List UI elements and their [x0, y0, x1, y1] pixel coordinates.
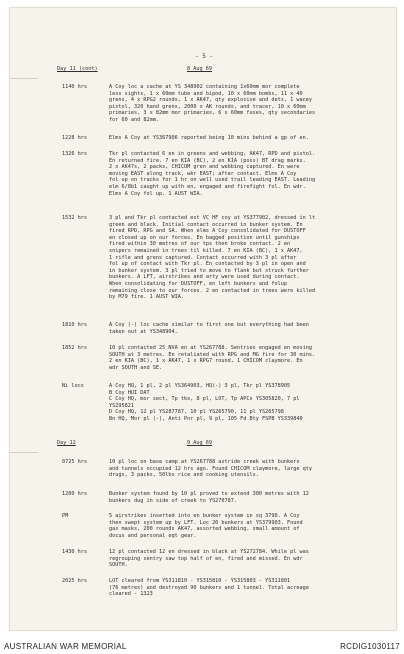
day-label: Day 11 (cont) [57, 66, 98, 72]
entry-time: 0725 hrs [62, 459, 87, 465]
archive-name: AUSTRALIAN WAR MEMORIAL [4, 642, 127, 651]
entry-text: 3 pl and Tkr pl contacted est VC HF coy at YS377902, dressed in lt green and black. Initial contact occurred in bunker system. En fired RPD, RPG and SA. When elms A Coy consolidated for DUSTOFF en closed up on our forces. En bagged position until gunships fired within 30 metres of our tps then broke contact. 2 en snipers remained in trees til killed. 7 en KIA (BC), 1 x AK47, 1 rifle and grens captured. Contact occurred with 3 pl after fol up of contact with Tkr pl. En contacted by 3 pl in open and in bunker system. 3 pl tried to move to flank but struck further bunkers. A LFT, airstrikes and arty were used during contact. When consolidating for DUSTOFF, en left bunkers and folup remaining close to our forces. 2 en contacted in trees were killed by M79 fire. 1 AUST WIA. [109, 215, 316, 301]
entry-text: 12 pl contacted 12 en dressed in black at YS272784. While pl was regrouping sentry saw top half of en, fired and missed. En wdr SOUTH. [109, 549, 309, 569]
entry-text: 10 pl contacted 25 NVA en at YS267788. Sentries engaged en moving SOUTH at 3 metres. En retaliated with RPG and MG fire for 30 mins. 2 en KIA (BC), 1 x AK47, 1 x RPG7 round, 1 CHICOM claymore. En wdr SOUTH and SE. [109, 345, 316, 371]
entry-time: 2025 hrs [62, 578, 87, 584]
entry-text: 5 airstrikes inserted into en bunker system in sq 3790. A Coy then swept system up by LFT. Loc 20 bunkers at YS379903. Found gas masks, 200 rounds AK47, assorted webbing, small amount of docus and personal eqt gear. [109, 513, 303, 539]
entry-time: 1326 hrs [62, 151, 87, 157]
entry-time: Ni locs [62, 383, 84, 389]
entry-text: Bunker system found by 10 pl proved to extend 300 metres with 12 bunkers dug in side of creek to YS270787. [109, 491, 309, 504]
entry-time: 1200 hrs [62, 491, 87, 497]
entry-text: Tkr pl contacted 6 en in greens and webbing, AK47, RPD and pistol. En returned fire. 7 en KIA (BC), 2 en KIA (poss) BT drag marks. 2 x AK47s, 2 packs, CHICOM gren and webbing captured. En were moving EAST along track, wkr EAST; after contact. Elms A Coy fol up on tracks for 1 hr on well used trail leading EAST. Leading elm 6/8b1 caught up with en, engaged and firefight fol. En wdr. Elms A Coy fol up. 1 AUST WIA. [109, 151, 316, 197]
entry-text: LOT cleared from YS311810 - YS315810 - YS315803 - YS311801 (76 metres) and destroyed 90 bunkers and 1 tunnel. Total acreage cleared - 1323 [109, 578, 309, 598]
entry-text: A Coy HQ, 1 pl, 2 pl YS364903, HQ(-) 3 pl, Tkr pl YS378905 B Coy HUI DAT C Coy HQ, mor sect, Tp tks, 8 pl, LOT, Tp APCs YS305820, 7 pl YS295821 D Coy HQ, 12 pl YS287787, 10 pl YS265790, 11 pl YS265798 Bn HQ, Mor pl (-), Anti Pnr pl, 9 pl, 105 Fd Bty FSPB YS339840 [109, 383, 303, 422]
entry-time: 1852 hrs [62, 345, 87, 351]
margin-rule [10, 78, 38, 79]
page-number: - 5 - [195, 53, 214, 60]
day-label: Day 12 [57, 440, 76, 446]
entry-time: 1228 hrs [62, 135, 87, 141]
entry-time: 1532 hrs [62, 215, 87, 221]
archive-footer [0, 634, 404, 654]
entry-text: A Coy (-) loc cache similar to first one but everything had been taken out at YS348904. [109, 322, 309, 335]
day-date: 9 Aug 69 [187, 440, 212, 446]
record-id: RCDIG1030117 [340, 642, 400, 651]
entry-text: A Coy loc a cache at YS 348902 containing 1x60mm mor complete less sights, 1 x 60mm tube and bipod, 10 x 60mm bombs, 11 x 40 grens, 4 x RPG2 rounds, 1 x AK47, qty explosive and dets, 1 wacey pistol, 320 hand grens, 2000 x AK rounds, and tracer, 10 x 60mm primaries, 3 x 82mm mor primaries, 6 x 60mm fuses, qty secondaries for 60 and 82mm. [109, 84, 316, 123]
entry-text: 10 pl loc on base camp at YS267788 astride creek with bunkers and tunnels occupied 12 hrs ago. Found CHICOM claymore, large qty drugs, 3 packs, 50lbs rice and cooking utensils. [109, 459, 313, 479]
document-page [9, 7, 397, 631]
day-date: 8 Aug 69 [187, 66, 212, 72]
entry-time: 1810 hrs [62, 322, 87, 328]
entry-time: 1140 hrs [62, 84, 87, 90]
entry-time: 1430 hrs [62, 549, 87, 555]
margin-rule [10, 452, 38, 453]
entry-text: Elms A Coy at YS367906 reported being 10 mins behind a gp of en. [109, 135, 309, 141]
entry-time: PM [62, 513, 69, 519]
